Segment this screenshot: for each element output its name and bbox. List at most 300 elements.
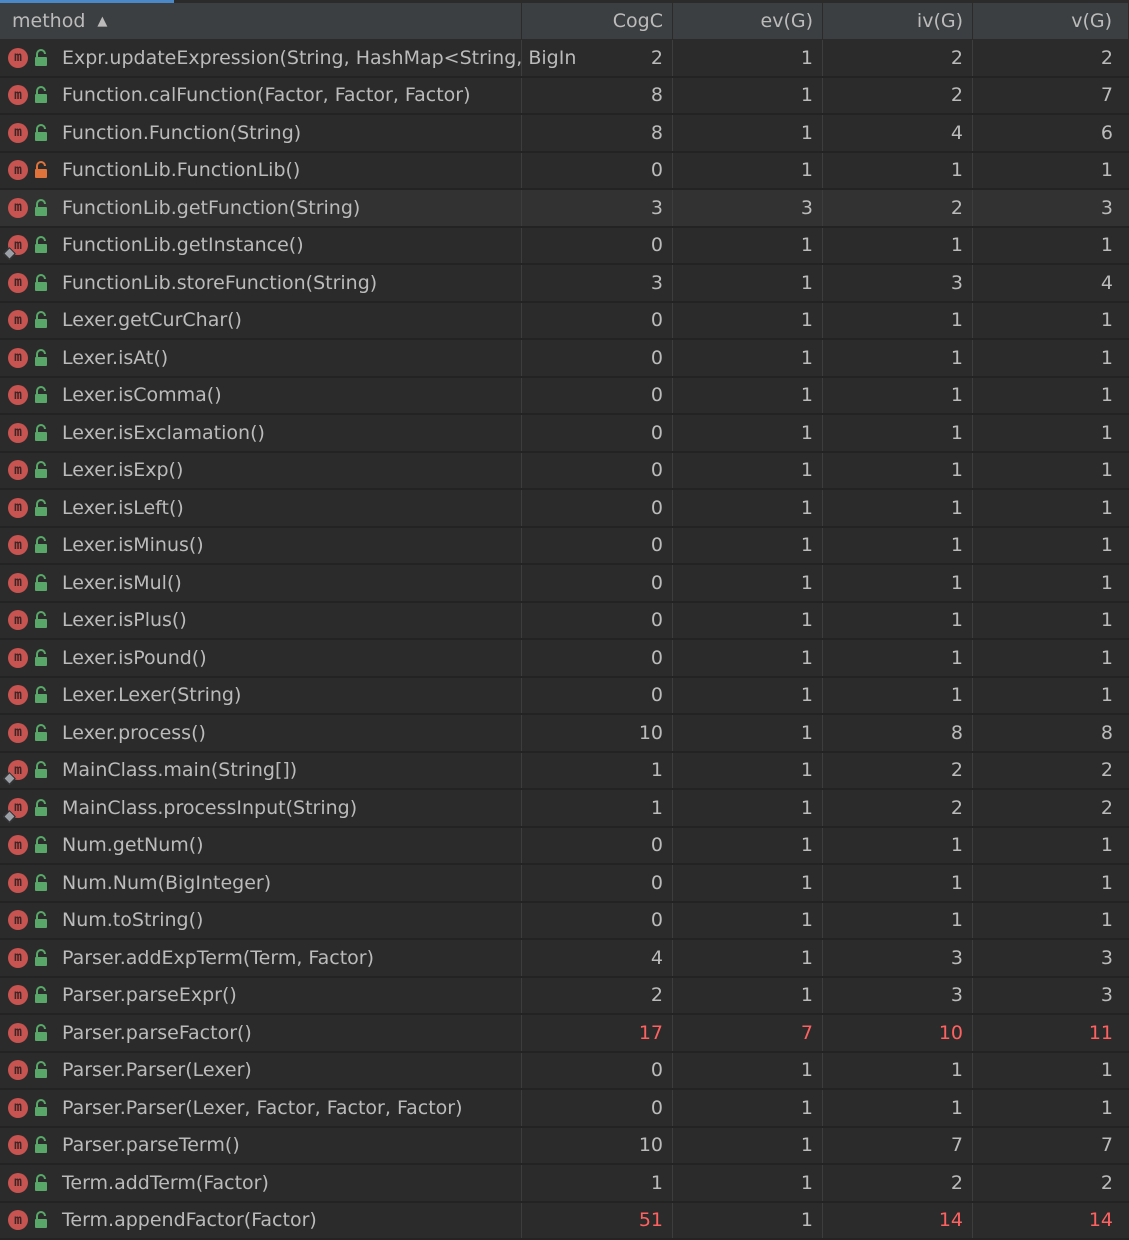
v-value: 2	[1100, 1171, 1113, 1194]
method-icon: m	[8, 535, 28, 555]
method-icon: m	[8, 723, 28, 743]
method-icon: m	[8, 1210, 28, 1230]
public-lock-icon	[34, 123, 48, 143]
ev-value: 1	[673, 828, 823, 864]
cogc-value: 4	[522, 940, 673, 976]
cogc-value: 1	[522, 790, 673, 826]
method-cell	[0, 1165, 522, 1201]
ev-value: 1	[673, 715, 823, 751]
cogc-value: 1	[522, 753, 673, 789]
iv-value: 1	[823, 1053, 973, 1089]
ev-value: 1	[673, 378, 823, 414]
cogc-value: 0	[522, 603, 673, 639]
table-row[interactable]	[0, 490, 1129, 528]
method-cell	[0, 978, 522, 1014]
v-value: 2	[1100, 759, 1113, 782]
method-name: Lexer.Lexer(String)	[62, 684, 242, 707]
method-cell	[0, 565, 522, 601]
method-cell	[0, 865, 522, 901]
iv-value: 1	[823, 153, 973, 189]
table-row[interactable]	[0, 153, 1129, 191]
public-lock-icon	[34, 460, 48, 480]
table-row[interactable]	[0, 978, 1129, 1016]
public-lock-icon	[34, 385, 48, 405]
table-row[interactable]	[0, 1090, 1129, 1128]
cogc-value: 0	[522, 415, 673, 451]
public-lock-icon	[34, 1210, 48, 1230]
ev-value: 1	[673, 1203, 823, 1239]
method-icon: m	[8, 1098, 28, 1118]
method-icon: m	[8, 460, 28, 480]
ev-value: 1	[673, 1053, 823, 1089]
method-cell	[0, 378, 522, 414]
method-name: FunctionLib.getFunction(String)	[62, 196, 361, 219]
ev-value: 7	[673, 1015, 823, 1051]
cogc-value: 0	[522, 1053, 673, 1089]
ev-value: 1	[673, 40, 823, 76]
method-cell	[0, 828, 522, 864]
ev-value: 1	[673, 603, 823, 639]
method-name: Lexer.isAt()	[62, 346, 169, 369]
method-name: Num.Num(BigInteger)	[62, 871, 272, 894]
table-row[interactable]	[0, 1015, 1129, 1053]
iv-value: 3	[823, 978, 973, 1014]
method-name: Lexer.isPound()	[62, 646, 207, 669]
v-value: 6	[1100, 121, 1113, 144]
ev-value: 1	[673, 678, 823, 714]
v-value: 1	[1100, 609, 1113, 632]
v-value: 1	[1100, 909, 1113, 932]
method-icon: m	[8, 498, 28, 518]
table-row[interactable]	[0, 1203, 1129, 1240]
v-value: 1	[1100, 834, 1113, 857]
cogc-value: 2	[522, 978, 673, 1014]
table-row[interactable]	[0, 790, 1129, 828]
table-row[interactable]	[0, 453, 1129, 491]
method-name: Lexer.getCurChar()	[62, 309, 242, 332]
iv-value: 1	[823, 340, 973, 376]
iv-value: 3	[823, 940, 973, 976]
method-cell	[0, 490, 522, 526]
table-row[interactable]	[0, 940, 1129, 978]
v-value: 4	[1100, 271, 1113, 294]
iv-value: 1	[823, 453, 973, 489]
method-icon: m	[8, 198, 28, 218]
method-cell	[0, 528, 522, 564]
ev-value: 1	[673, 265, 823, 301]
cogc-value: 0	[522, 1090, 673, 1126]
public-lock-icon	[34, 573, 48, 593]
cogc-value: 8	[522, 115, 673, 151]
method-icon: m	[8, 910, 28, 930]
iv-value: 1	[823, 415, 973, 451]
method-icon: m	[8, 1023, 28, 1043]
method-name: Parser.parseFactor()	[62, 1021, 252, 1044]
v-value: 7	[1100, 84, 1113, 107]
method-icon: m	[8, 310, 28, 330]
ev-value: 1	[673, 1128, 823, 1164]
public-lock-icon	[34, 985, 48, 1005]
method-name: MainClass.processInput(String)	[62, 796, 358, 819]
table-row[interactable]	[0, 1165, 1129, 1203]
method-cell	[0, 40, 577, 76]
v-value: 3	[1100, 984, 1113, 1007]
table-row[interactable]	[0, 528, 1129, 566]
static-marker-icon	[3, 247, 16, 260]
method-cell	[0, 78, 522, 114]
cogc-value: 17	[522, 1015, 673, 1051]
ev-value: 1	[673, 115, 823, 151]
v-value: 2	[1100, 46, 1113, 69]
method-cell	[0, 603, 522, 639]
ev-value: 1	[673, 978, 823, 1014]
method-name: Parser.addExpTerm(Term, Factor)	[62, 946, 374, 969]
iv-value: 4	[823, 115, 973, 151]
cogc-value: 0	[522, 228, 673, 264]
table-row[interactable]	[0, 715, 1129, 753]
table-row[interactable]	[0, 828, 1129, 866]
ev-value: 1	[673, 903, 823, 939]
cogc-value: 0	[522, 528, 673, 564]
iv-value: 2	[823, 790, 973, 826]
public-lock-icon	[34, 423, 48, 443]
cogc-value: 10	[522, 715, 673, 751]
column-header-method[interactable]	[0, 3, 522, 39]
method-icon: m	[8, 123, 28, 143]
v-value: 2	[1100, 796, 1113, 819]
method-cell	[0, 115, 522, 151]
cogc-value: 3	[522, 190, 673, 226]
method-icon: m	[8, 985, 28, 1005]
method-cell	[0, 1203, 522, 1239]
method-name: FunctionLib.FunctionLib()	[62, 159, 301, 182]
cogc-value: 0	[522, 640, 673, 676]
method-icon: m	[8, 1135, 28, 1155]
method-icon: m	[8, 235, 28, 255]
method-icon: m	[8, 760, 28, 780]
v-value: 1	[1100, 421, 1113, 444]
column-header-cogc[interactable]: CogC	[522, 3, 673, 39]
ev-value: 3	[673, 190, 823, 226]
method-icon: m	[8, 835, 28, 855]
v-value: 1	[1100, 496, 1113, 519]
iv-value: 1	[823, 378, 973, 414]
public-lock-icon	[34, 198, 48, 218]
table-row[interactable]	[0, 1053, 1129, 1091]
table-row[interactable]	[0, 678, 1129, 716]
table-row[interactable]	[0, 40, 1129, 78]
method-cell	[0, 228, 522, 264]
public-lock-icon	[34, 910, 48, 930]
v-value: 8	[1100, 721, 1113, 744]
method-cell	[0, 303, 522, 339]
method-name: Num.toString()	[62, 909, 204, 932]
iv-value: 1	[823, 303, 973, 339]
table-row[interactable]	[0, 265, 1129, 303]
method-icon: m	[8, 798, 28, 818]
cogc-value: 2	[522, 40, 673, 76]
column-header-v[interactable]: v(G)	[973, 3, 1129, 39]
iv-value: 2	[823, 78, 973, 114]
table-header	[0, 3, 1129, 40]
public-lock-icon	[34, 835, 48, 855]
table-row[interactable]	[0, 78, 1129, 116]
public-lock-icon	[34, 1023, 48, 1043]
ev-value: 1	[673, 565, 823, 601]
method-name: Lexer.process()	[62, 721, 206, 744]
method-icon: m	[8, 948, 28, 968]
v-value: 1	[1100, 459, 1113, 482]
public-lock-icon	[34, 535, 48, 555]
method-cell	[0, 678, 522, 714]
cogc-value: 0	[522, 490, 673, 526]
sort-ascending-icon: ▲	[97, 13, 108, 29]
method-name: Expr.updateExpression(String, HashMap<String, BigIn	[62, 46, 577, 69]
cogc-value: 51	[522, 1203, 673, 1239]
method-name: Parser.Parser(Lexer, Factor, Factor, Factor)	[62, 1096, 463, 1119]
public-lock-icon	[34, 1098, 48, 1118]
v-value: 1	[1100, 1059, 1113, 1082]
v-value: 3	[1100, 196, 1113, 219]
iv-value: 1	[823, 528, 973, 564]
ev-value: 1	[673, 490, 823, 526]
iv-value: 2	[823, 753, 973, 789]
metrics-table	[0, 3, 1129, 1240]
method-cell	[0, 903, 522, 939]
column-header-iv[interactable]: iv(G)	[823, 3, 973, 39]
method-name: Lexer.isExclamation()	[62, 421, 265, 444]
cogc-value: 0	[522, 903, 673, 939]
public-lock-icon	[34, 48, 48, 68]
cogc-value: 0	[522, 153, 673, 189]
method-cell	[0, 640, 522, 676]
table-row[interactable]	[0, 640, 1129, 678]
column-header-ev[interactable]: ev(G)	[673, 3, 823, 39]
method-cell	[0, 753, 522, 789]
method-name: Lexer.isMinus()	[62, 534, 204, 557]
v-value: 1	[1100, 871, 1113, 894]
method-icon: m	[8, 873, 28, 893]
public-lock-icon	[34, 1060, 48, 1080]
cogc-value: 0	[522, 303, 673, 339]
public-lock-icon	[34, 948, 48, 968]
method-name: Lexer.isMul()	[62, 571, 182, 594]
static-marker-icon	[3, 772, 16, 785]
iv-value: 1	[823, 678, 973, 714]
ev-value: 1	[673, 528, 823, 564]
method-icon: m	[8, 48, 28, 68]
public-lock-icon	[34, 873, 48, 893]
ev-value: 1	[673, 1090, 823, 1126]
ev-value: 1	[673, 1165, 823, 1201]
public-lock-icon	[34, 648, 48, 668]
method-cell	[0, 190, 522, 226]
cogc-value: 0	[522, 378, 673, 414]
method-icon: m	[8, 573, 28, 593]
static-marker-icon	[3, 810, 16, 823]
cogc-value: 1	[522, 1165, 673, 1201]
method-cell	[0, 1090, 522, 1126]
method-name: Lexer.isComma()	[62, 384, 222, 407]
cogc-value: 10	[522, 1128, 673, 1164]
v-value: 1	[1100, 234, 1113, 257]
v-value: 14	[1088, 1209, 1113, 1232]
cogc-value: 8	[522, 78, 673, 114]
iv-value: 1	[823, 828, 973, 864]
table-row[interactable]	[0, 115, 1129, 153]
method-cell	[0, 415, 522, 451]
method-name: Lexer.isExp()	[62, 459, 184, 482]
method-name: FunctionLib.storeFunction(String)	[62, 271, 378, 294]
iv-value: 2	[823, 40, 973, 76]
method-icon: m	[8, 160, 28, 180]
iv-value: 14	[823, 1203, 973, 1239]
v-value: 1	[1100, 346, 1113, 369]
method-name: Lexer.isLeft()	[62, 496, 184, 519]
method-name: MainClass.main(String[])	[62, 759, 298, 782]
public-lock-icon	[34, 235, 48, 255]
iv-value: 2	[823, 190, 973, 226]
method-cell	[0, 715, 522, 751]
method-icon: m	[8, 273, 28, 293]
method-icon: m	[8, 1060, 28, 1080]
method-name: Parser.Parser(Lexer)	[62, 1059, 252, 1082]
private-lock-icon	[34, 160, 48, 180]
method-name: Lexer.isPlus()	[62, 609, 187, 632]
ev-value: 1	[673, 340, 823, 376]
method-icon: m	[8, 610, 28, 630]
cogc-value: 0	[522, 453, 673, 489]
public-lock-icon	[34, 1173, 48, 1193]
iv-value: 2	[823, 1165, 973, 1201]
table-row[interactable]	[0, 753, 1129, 791]
iv-value: 1	[823, 228, 973, 264]
method-icon: m	[8, 85, 28, 105]
method-cell	[0, 265, 522, 301]
method-cell	[0, 340, 522, 376]
method-cell	[0, 1128, 522, 1164]
method-cell	[0, 1015, 522, 1051]
ev-value: 1	[673, 790, 823, 826]
ev-value: 1	[673, 865, 823, 901]
method-icon: m	[8, 423, 28, 443]
table-row[interactable]	[0, 378, 1129, 416]
method-cell	[0, 153, 522, 189]
public-lock-icon	[34, 85, 48, 105]
public-lock-icon	[34, 685, 48, 705]
table-row[interactable]	[0, 865, 1129, 903]
iv-value: 1	[823, 490, 973, 526]
iv-value: 7	[823, 1128, 973, 1164]
cogc-value: 0	[522, 678, 673, 714]
table-row[interactable]	[0, 1128, 1129, 1166]
method-name: Parser.parseExpr()	[62, 984, 237, 1007]
table-row[interactable]	[0, 565, 1129, 603]
ev-value: 1	[673, 415, 823, 451]
column-header-method-label: method	[12, 10, 86, 32]
ev-value: 1	[673, 640, 823, 676]
public-lock-icon	[34, 1135, 48, 1155]
public-lock-icon	[34, 498, 48, 518]
v-value: 3	[1100, 946, 1113, 969]
cogc-value: 0	[522, 340, 673, 376]
public-lock-icon	[34, 310, 48, 330]
v-value: 1	[1100, 571, 1113, 594]
iv-value: 8	[823, 715, 973, 751]
iv-value: 1	[823, 865, 973, 901]
v-value: 7	[1100, 1134, 1113, 1157]
ev-value: 1	[673, 153, 823, 189]
iv-value: 1	[823, 903, 973, 939]
method-icon: m	[8, 348, 28, 368]
table-row[interactable]	[0, 228, 1129, 266]
method-cell	[0, 1053, 522, 1089]
v-value: 1	[1100, 159, 1113, 182]
method-cell	[0, 940, 522, 976]
iv-value: 1	[823, 565, 973, 601]
public-lock-icon	[34, 610, 48, 630]
iv-value: 1	[823, 640, 973, 676]
method-name: Term.appendFactor(Factor)	[62, 1209, 317, 1232]
v-value: 1	[1100, 684, 1113, 707]
method-name: Function.Function(String)	[62, 121, 302, 144]
table-body	[0, 40, 1129, 1240]
v-value: 1	[1100, 1096, 1113, 1119]
v-value: 1	[1100, 646, 1113, 669]
method-name: Function.calFunction(Factor, Factor, Factor)	[62, 84, 471, 107]
public-lock-icon	[34, 273, 48, 293]
cogc-value: 0	[522, 865, 673, 901]
method-cell	[0, 453, 522, 489]
table-row[interactable]	[0, 415, 1129, 453]
method-name: Parser.parseTerm()	[62, 1134, 240, 1157]
method-name: Term.addTerm(Factor)	[62, 1171, 269, 1194]
table-row[interactable]	[0, 190, 1129, 228]
table-row[interactable]	[0, 303, 1129, 341]
cogc-value: 3	[522, 265, 673, 301]
method-name: Num.getNum()	[62, 834, 204, 857]
table-row[interactable]	[0, 340, 1129, 378]
iv-value: 10	[823, 1015, 973, 1051]
v-value: 1	[1100, 534, 1113, 557]
method-icon: m	[8, 648, 28, 668]
table-row[interactable]	[0, 903, 1129, 941]
method-icon: m	[8, 685, 28, 705]
public-lock-icon	[34, 723, 48, 743]
v-value: 1	[1100, 384, 1113, 407]
method-icon: m	[8, 385, 28, 405]
ev-value: 1	[673, 940, 823, 976]
method-cell	[0, 790, 522, 826]
ev-value: 1	[673, 753, 823, 789]
v-value: 11	[1088, 1021, 1113, 1044]
public-lock-icon	[34, 798, 48, 818]
iv-value: 1	[823, 1090, 973, 1126]
method-name: FunctionLib.getInstance()	[62, 234, 304, 257]
ev-value: 1	[673, 228, 823, 264]
public-lock-icon	[34, 760, 48, 780]
ev-value: 1	[673, 78, 823, 114]
method-icon: m	[8, 1173, 28, 1193]
cogc-value: 0	[522, 828, 673, 864]
ev-value: 1	[673, 303, 823, 339]
ev-value: 1	[673, 453, 823, 489]
table-row[interactable]	[0, 603, 1129, 641]
iv-value: 3	[823, 265, 973, 301]
v-value: 1	[1100, 309, 1113, 332]
public-lock-icon	[34, 348, 48, 368]
iv-value: 1	[823, 603, 973, 639]
